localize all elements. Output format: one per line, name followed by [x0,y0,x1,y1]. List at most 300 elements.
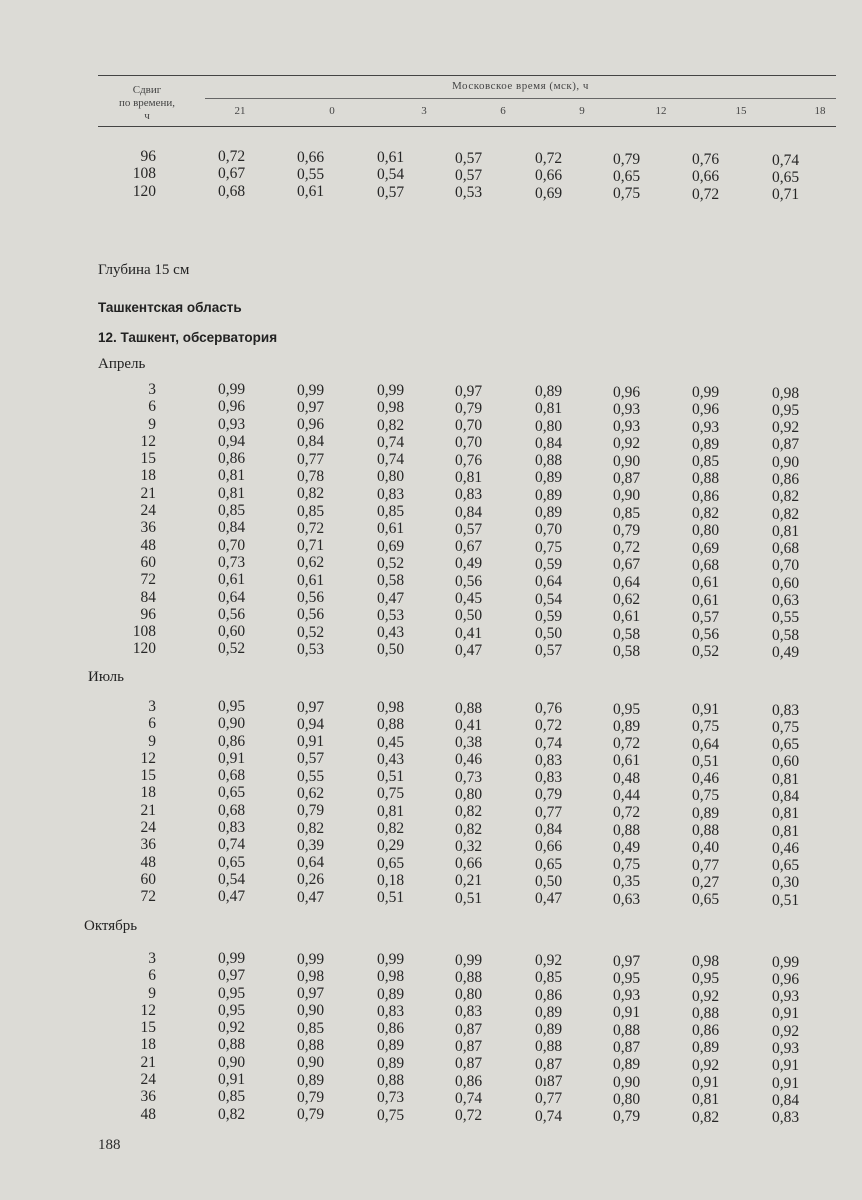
value-cell: 0,85 [218,502,246,520]
value-cell: 0,45 [455,590,483,608]
table-row [0,1071,862,1092]
hour-header-row [0,105,862,119]
value-cell: 0,87 [772,436,800,454]
value-cell: 0,64 [613,573,641,591]
shift-cell: 9 [148,415,156,433]
value-cell: 0,66 [535,838,563,856]
shift-cell: 60 [140,870,156,888]
hour-header: 9 [579,105,585,117]
value-cell: 0,40 [692,839,720,857]
value-cell: 0,79 [455,399,483,417]
shift-cell: 96 [140,605,156,623]
value-cell: 0,49 [455,555,483,573]
value-cell: 0,88 [455,699,483,717]
table-row [0,836,862,857]
value-cell: 0,92 [772,1022,800,1040]
value-cell: 0,80 [455,986,483,1004]
shift-cell: 9 [148,732,156,750]
shift-cell: 24 [140,502,156,520]
value-cell: 0,32 [455,837,483,855]
shift-cell: 96 [140,148,156,165]
value-cell: 0,72 [613,804,641,822]
hour-header: 0 [329,105,335,117]
value-cell: 0,89 [613,717,641,735]
header-separator [205,98,836,99]
october-table [0,950,862,1127]
value-cell: 0,61 [692,574,720,592]
value-cell: 0,51 [377,889,405,907]
value-cell: 0,84 [772,787,800,805]
value-cell: 0,87 [613,1038,641,1056]
value-cell: 0,95 [218,984,246,1002]
table-row [0,450,862,471]
value-cell: 0,70 [218,536,246,554]
value-cell: 0,92 [218,1019,246,1037]
value-cell: 0,72 [218,148,246,165]
value-cell: 0,96 [613,383,641,401]
table-row [0,801,862,823]
value-cell: 0,81 [535,400,563,418]
value-cell: 0,84 [218,519,246,537]
shift-cell: 48 [140,536,156,554]
value-cell: 0,81 [455,468,483,486]
value-cell: 0,56 [455,572,483,590]
value-cell: 0,88 [218,1036,246,1054]
shift-cell: 108 [132,623,156,641]
value-cell: 0,91 [692,1074,720,1092]
value-cell: 0,49 [613,838,641,856]
value-cell: 0,94 [297,715,325,733]
value-cell: 0,79 [613,1108,641,1126]
value-cell: 0,60 [218,623,246,641]
value-cell: 0,61 [613,752,641,770]
shift-cell: 3 [148,381,156,398]
shift-cell: 24 [140,1071,156,1089]
value-cell: 0,89 [297,1071,325,1089]
value-cell: 0,58 [772,626,800,644]
value-cell: 0,83 [377,485,405,503]
value-cell: 0,75 [535,538,563,556]
hour-header: 21 [234,105,246,117]
value-cell: 0,70 [535,521,563,539]
shift-cell: 15 [140,1019,156,1037]
value-cell: 0,96 [772,970,800,988]
table-row [0,415,862,437]
value-cell: 0,90 [613,487,641,505]
value-cell: 0,92 [692,987,720,1005]
table-row [0,182,862,204]
value-cell: 0,45 [377,733,405,751]
value-cell: 0,86 [692,1022,720,1040]
value-cell: 0,65 [535,855,563,873]
value-cell: 0,41 [455,716,483,734]
value-cell: 0,87 [455,1055,483,1073]
table-row [0,819,862,840]
value-cell: 0,67 [613,556,641,574]
value-cell: 0,93 [218,415,246,433]
value-cell: 0,98 [377,699,405,716]
value-cell: 0,83 [535,769,563,787]
value-cell: 0,99 [297,950,325,968]
value-cell: 0,88 [377,716,405,734]
shift-cell: 6 [148,398,156,416]
hour-header: 12 [655,105,667,117]
value-cell: 0,85 [692,453,720,471]
table-row [0,536,862,558]
value-cell: 0,60 [772,574,800,592]
value-cell: 0,56 [218,605,246,623]
value-cell: 0,53 [297,640,325,658]
value-cell: 0,85 [535,969,563,987]
value-cell: 0,77 [535,803,563,821]
value-cell: 0,93 [613,418,641,436]
value-cell: 0,90 [613,1073,641,1091]
value-cell: 0,87 [613,469,641,487]
value-cell: 0,98 [297,967,325,985]
value-cell: 0,62 [613,591,641,609]
continuation-table [0,148,862,204]
value-cell: 0,93 [772,1039,800,1057]
shift-cell: 3 [148,950,156,967]
value-cell: 0,77 [297,450,325,468]
table-row [0,484,862,506]
table-row [0,605,862,627]
value-cell: 0,90 [772,453,800,471]
value-cell: 0,29 [377,837,405,855]
shift-cell: 24 [140,819,156,837]
value-cell: 0,50 [535,872,563,890]
value-cell: 0,35 [613,873,641,891]
value-cell: 0,87 [455,1020,483,1038]
value-cell: 0,99 [772,953,800,971]
value-cell: 0,91 [772,1057,800,1075]
value-cell: 0,58 [377,572,405,590]
value-cell: 0,76 [535,700,563,717]
table-row [0,381,862,402]
value-cell: 0,89 [377,985,405,1003]
value-cell: 0,82 [218,1105,246,1123]
hour-header: 6 [500,105,506,117]
value-cell: 0,91 [218,1071,246,1089]
value-cell: 0,39 [297,836,325,854]
value-cell: 0,98 [692,953,720,970]
month-label-october: Октябрь [84,918,138,934]
value-cell: 0,74 [535,1107,563,1125]
value-cell: 0,74 [455,1089,483,1107]
table-row [0,767,862,788]
table-row [0,784,862,805]
value-cell: 0,82 [692,1108,720,1126]
value-cell: 0,61 [297,571,325,589]
value-cell: 0,70 [772,557,800,575]
value-cell: 0,85 [297,502,325,520]
shift-cell: 36 [140,519,156,537]
value-cell: 0,97 [455,382,483,400]
table-row [0,519,862,540]
moscow-time-caption: Московское время (мск), ч [452,80,589,92]
value-cell: 0,57 [455,520,483,538]
value-cell: 0,66 [297,148,325,166]
value-cell: 0,46 [692,770,720,788]
shift-cell: 18 [140,784,156,802]
value-cell: 0,63 [613,890,641,908]
april-table [0,381,862,661]
value-cell: 0,95 [613,700,641,718]
value-cell: 0,99 [218,950,246,967]
value-cell: 0,89 [692,435,720,453]
value-cell: 0,85 [218,1088,246,1106]
value-cell: 0,53 [455,184,483,202]
value-cell: 0,41 [455,624,483,642]
header-bottom-rule [98,126,836,127]
value-cell: 0,83 [455,1003,483,1021]
value-cell: 0,81 [772,522,800,540]
value-cell: 0,61 [377,149,405,166]
value-cell: 0,76 [455,451,483,469]
value-cell: 0,90 [297,1054,325,1072]
value-cell: 0,27 [692,873,720,891]
value-cell: 0,83 [772,701,800,719]
value-cell: 0,50 [455,607,483,625]
shift-cell: 21 [140,484,156,502]
table-row [0,148,862,169]
value-cell: 0,78 [297,467,325,485]
value-cell: 0,83 [455,486,483,504]
value-cell: 0,68 [218,767,246,785]
table-row [0,1036,862,1057]
shift-cell: 3 [148,698,156,715]
shift-header-line: по времени, [118,97,176,109]
value-cell: 0,75 [692,787,720,805]
table-row [0,432,862,454]
value-cell: 0,89 [535,504,563,522]
table-row [0,553,862,575]
value-cell: 0,57 [297,750,325,768]
value-cell: 0,52 [297,623,325,641]
value-cell: 0,47 [218,888,246,906]
value-cell: 0,91 [772,1005,800,1023]
value-cell: 0,59 [535,555,563,573]
value-cell: 0,92 [613,435,641,453]
value-cell: 0,48 [613,769,641,787]
hour-header: 15 [735,105,747,117]
shift-cell: 18 [140,1036,156,1054]
value-cell: 0,74 [218,836,246,854]
value-cell: 0,86 [692,487,720,505]
value-cell: 0,76 [692,151,720,168]
shift-cell: 72 [140,571,156,589]
table-row [0,698,862,719]
value-cell: 0,57 [535,642,563,660]
value-cell: 0,66 [692,168,720,186]
value-cell: 0,91 [692,701,720,718]
shift-cell: 6 [148,967,156,985]
value-cell: 0,18 [377,871,405,889]
value-cell: 0,70 [455,417,483,435]
value-cell: 0,99 [377,951,405,968]
value-cell: 0,84 [772,1091,800,1109]
shift-cell: 84 [140,588,156,606]
value-cell: 0,89 [535,383,563,400]
value-cell: 0,83 [772,1109,800,1127]
value-cell: 0,51 [455,889,483,907]
shift-cell: 48 [140,853,156,871]
value-cell: 0,79 [297,802,325,820]
value-cell: 0,65 [692,891,720,909]
shift-cell: 48 [140,1105,156,1123]
value-cell: 0,56 [692,626,720,644]
value-cell: 0,75 [772,718,800,736]
value-cell: 0,66 [535,167,563,185]
july-table [0,698,862,909]
value-cell: 0,80 [455,785,483,803]
value-cell: 0,79 [297,1088,325,1106]
value-cell: 0,65 [218,784,246,802]
value-cell: 0,99 [218,381,246,398]
value-cell: 0,75 [613,185,641,203]
value-cell: 0,64 [218,588,246,606]
month-label-july: Июль [88,669,124,685]
value-cell: 0,88 [613,821,641,839]
value-cell: 0,82 [692,505,720,523]
value-cell: 0,73 [455,768,483,786]
value-cell: 0,86 [377,1020,405,1038]
value-cell: 0,90 [297,1002,325,1020]
value-cell: 0,74 [377,433,405,451]
table-row [0,467,862,488]
value-cell: 0,88 [535,1038,563,1056]
value-cell: 0,50 [377,641,405,659]
value-cell: 0,81 [218,484,246,502]
value-cell: 0,61 [692,591,720,609]
value-cell: 0,56 [297,589,325,607]
value-cell: 0,97 [297,985,325,1003]
shift-cell: 120 [132,640,156,658]
value-cell: 0,52 [692,643,720,661]
value-cell: 0,85 [613,504,641,522]
value-cell: 0,72 [613,735,641,753]
value-cell: 0,82 [297,485,325,503]
value-cell: 0,74 [535,734,563,752]
value-cell: 0,93 [613,987,641,1005]
value-cell: 0,58 [613,625,641,643]
value-cell: 0,54 [218,870,246,888]
shift-cell: 12 [140,749,156,767]
value-cell: 0,87 [535,1055,563,1073]
value-cell: 0,96 [218,398,246,416]
value-cell: 0,57 [455,149,483,167]
shift-cell: 36 [140,836,156,854]
shift-cell: 15 [140,767,156,785]
value-cell: 0,71 [772,186,800,204]
value-cell: 0,65 [772,857,800,875]
table-row [0,984,862,1006]
value-cell: 0,66 [455,855,483,873]
value-cell: 0,60 [772,753,800,771]
value-cell: 0,70 [455,434,483,452]
value-cell: 0,61 [297,183,325,201]
value-cell: 0,63 [772,592,800,610]
table-row [0,1105,862,1127]
table-row [0,715,862,736]
value-cell: 0,47 [297,888,325,906]
shift-header-line: Сдвиг [132,84,162,96]
value-cell: 0,91 [297,733,325,751]
value-cell: 0,72 [613,539,641,557]
table-row [0,853,862,875]
value-cell: 0,96 [692,401,720,419]
table-row [0,623,862,644]
value-cell: 0,95 [613,969,641,987]
value-cell: 0,89 [377,1054,405,1072]
value-cell: 0,89 [535,469,563,487]
shift-cell: 21 [140,801,156,819]
shift-cell: 120 [132,182,156,200]
value-cell: 0,86 [218,450,246,468]
value-cell: 0,65 [772,736,800,754]
value-cell: 0,82 [377,820,405,838]
value-cell: 0,71 [297,537,325,555]
value-cell: 0,91 [218,749,246,767]
value-cell: 0,97 [218,967,246,985]
shift-header-line: ч [144,110,150,122]
value-cell: 0,92 [772,419,800,437]
value-cell: 0,99 [297,381,325,399]
value-cell: 0,81 [218,467,246,485]
value-cell: 0,64 [692,735,720,753]
value-cell: 0,95 [772,401,800,419]
value-cell: 0,99 [377,382,405,399]
table-row [0,967,862,988]
value-cell: 0,89 [692,804,720,822]
value-cell: 0,89 [692,1039,720,1057]
value-cell: 0,49 [772,643,800,661]
value-cell: 0,83 [377,1002,405,1020]
value-cell: 0,79 [613,521,641,539]
value-cell: 0,81 [772,822,800,840]
value-cell: 0,64 [297,854,325,872]
shift-cell: 12 [140,432,156,450]
table-row [0,165,862,186]
value-cell: 0,69 [692,539,720,557]
shift-cell: 72 [140,888,156,906]
value-cell: 0,88 [692,822,720,840]
value-cell: 0,75 [377,1106,405,1124]
value-cell: 0,99 [455,951,483,969]
value-cell: 0,92 [692,1056,720,1074]
value-cell: 0,55 [297,767,325,785]
value-cell: 0,51 [377,768,405,786]
value-cell: 0,57 [455,166,483,184]
table-top-rule [98,75,836,76]
value-cell: 0,65 [377,854,405,872]
value-cell: 0,77 [692,856,720,874]
table-row [0,1019,862,1040]
value-cell: 0,82 [455,803,483,821]
shift-cell: 12 [140,1001,156,1019]
value-cell: 0,58 [613,642,641,660]
value-cell: 0,82 [455,820,483,838]
value-cell: 0,82 [377,416,405,434]
value-cell: 0,46 [772,839,800,857]
value-cell: 0,92 [535,952,563,969]
value-cell: 0,89 [535,1021,563,1039]
value-cell: 0,87 [455,1037,483,1055]
value-cell: 0,88 [455,968,483,986]
value-cell: 0,90 [218,715,246,733]
shift-cell: 18 [140,467,156,485]
value-cell: 0,90 [613,452,641,470]
